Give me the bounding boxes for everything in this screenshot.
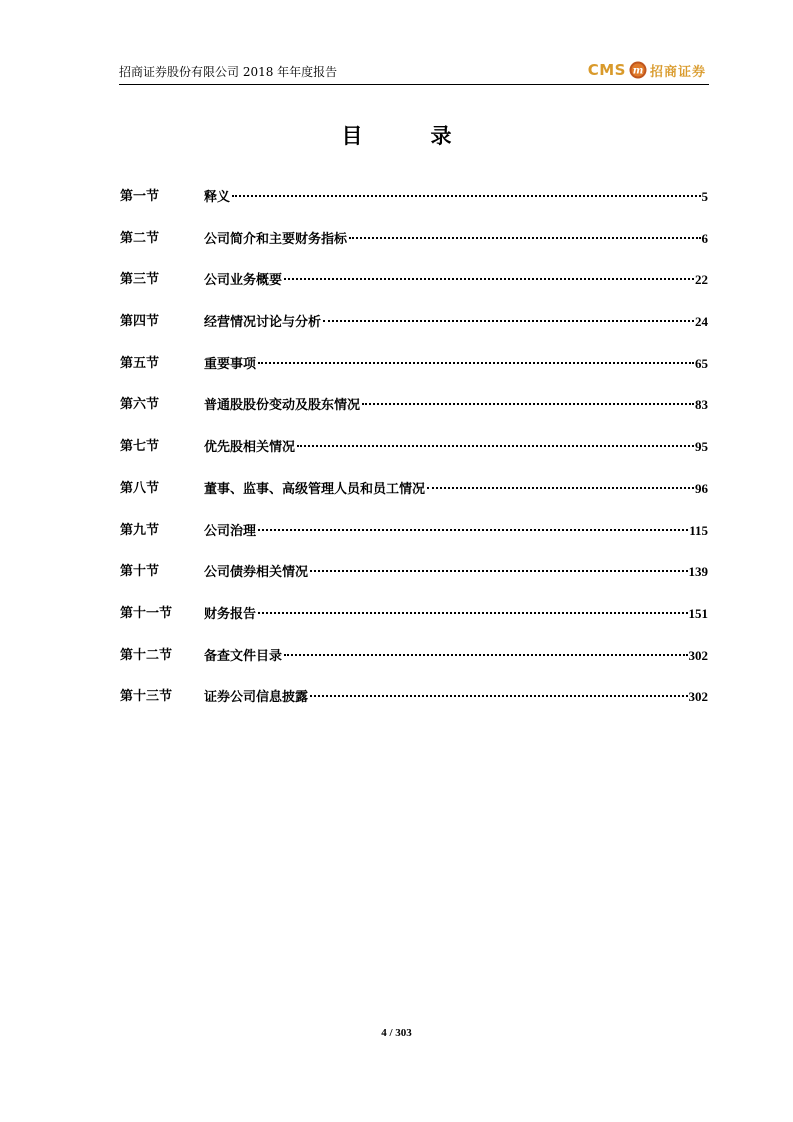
toc-heading — [0, 120, 793, 150]
toc-page-number: 6 — [701, 230, 708, 246]
toc-section-name: 董事、监事、高级管理人员和员工情况 — [204, 481, 426, 497]
toc-dot-leader — [297, 445, 694, 447]
toc-section-number: 第十三节 — [120, 689, 173, 705]
toc-entry-body — [204, 646, 708, 667]
logo-mark-letter: m — [632, 65, 644, 77]
toc-section-name: 释义 — [204, 190, 231, 205]
toc-entry[interactable] — [120, 521, 708, 563]
toc-entry[interactable] — [120, 604, 708, 646]
toc-entry-body — [204, 437, 708, 458]
cms-emblem-icon — [629, 61, 647, 79]
toc-entry[interactable] — [120, 562, 708, 604]
toc-entry-body — [204, 604, 708, 625]
toc-section-name: 公司债券相关情况 — [204, 565, 309, 581]
toc-section-number: 第十一节 — [120, 605, 173, 621]
toc-page-number: 115 — [689, 522, 708, 538]
toc-entry-body — [204, 187, 708, 208]
toc-entry-body — [204, 354, 708, 375]
toc-entry-body — [204, 521, 708, 542]
toc-dot-leader — [323, 320, 694, 322]
toc-entry-body — [204, 562, 708, 583]
toc-dot-leader — [310, 695, 687, 697]
toc-section-number: 第三节 — [120, 272, 160, 288]
toc-entry[interactable] — [120, 354, 708, 396]
toc-entry[interactable] — [120, 312, 708, 354]
logo-chinese-text: 招商证券 — [649, 64, 706, 80]
toc-section-name: 证券公司信息披露 — [204, 690, 309, 706]
toc-page-number: 22 — [695, 272, 708, 288]
toc-section-name: 财务报告 — [204, 606, 257, 622]
toc-section-number: 第一节 — [120, 189, 160, 204]
toc-entry-body — [204, 395, 708, 416]
toc-page-number: 151 — [688, 605, 708, 621]
page-number: 4 / 303 — [381, 1027, 412, 1039]
toc-entry[interactable] — [120, 187, 708, 229]
toc-dot-leader — [258, 612, 687, 614]
toc-page-number: 5 — [701, 189, 708, 204]
toc-dot-leader — [349, 237, 700, 239]
report-title: 招商证券股份有限公司 2018 年年度报告 — [119, 65, 338, 79]
toc-page-number: 83 — [695, 397, 708, 413]
toc-dot-leader — [284, 654, 687, 656]
toc-section-number: 第十节 — [120, 564, 160, 580]
toc-section-number: 第四节 — [120, 314, 160, 330]
toc-section-name: 优先股相关情况 — [204, 440, 296, 456]
toc-section-number: 第五节 — [120, 355, 160, 371]
toc-entry[interactable] — [120, 437, 708, 479]
toc-section-name: 重要事项 — [204, 356, 257, 372]
toc-entry-body — [204, 229, 708, 250]
toc-section-number: 第二节 — [120, 230, 160, 246]
toc-dot-leader — [362, 403, 694, 405]
page-footer — [0, 1027, 793, 1039]
toc-dot-leader — [427, 487, 694, 489]
toc-section-number: 第十二节 — [120, 647, 173, 663]
table-of-contents — [120, 187, 708, 729]
toc-section-name: 普通股股份变动及股东情况 — [204, 398, 361, 414]
toc-entry[interactable] — [120, 395, 708, 437]
toc-page-number: 302 — [688, 689, 708, 705]
toc-entry-body — [204, 687, 708, 708]
toc-entry-body — [204, 312, 708, 333]
toc-dot-leader — [284, 278, 694, 280]
page-header — [119, 56, 709, 85]
toc-page-number: 96 — [695, 480, 708, 496]
toc-section-name: 备查文件目录 — [204, 648, 283, 664]
toc-page-number: 302 — [688, 647, 708, 663]
toc-entry-body — [204, 479, 708, 500]
toc-section-name: 公司治理 — [204, 523, 257, 539]
toc-entry[interactable] — [120, 229, 708, 271]
toc-dot-leader — [232, 195, 700, 197]
toc-dot-leader — [310, 570, 687, 572]
toc-page-number: 24 — [695, 314, 708, 330]
toc-section-number: 第六节 — [120, 397, 160, 413]
logo-latin-text: CMS — [587, 61, 626, 79]
toc-page-number: 139 — [688, 564, 708, 580]
toc-entry[interactable] — [120, 270, 708, 312]
toc-section-number: 第八节 — [120, 480, 160, 496]
toc-dot-leader — [258, 529, 688, 531]
toc-entry[interactable] — [120, 479, 708, 521]
toc-page-number: 95 — [695, 439, 708, 455]
toc-section-name: 公司业务概要 — [204, 273, 283, 289]
toc-entry[interactable] — [120, 687, 708, 729]
toc-entry[interactable] — [120, 646, 708, 688]
toc-section-number: 第九节 — [120, 522, 160, 538]
toc-entry-body — [204, 270, 708, 291]
toc-dot-leader — [258, 362, 694, 364]
company-logo — [588, 59, 706, 81]
toc-section-name: 经营情况讨论与分析 — [204, 315, 322, 331]
toc-section-number: 第七节 — [120, 439, 160, 455]
toc-page-number: 65 — [695, 355, 708, 371]
toc-section-name: 公司简介和主要财务指标 — [204, 231, 348, 247]
toc-heading-text: 目录 — [341, 123, 520, 148]
